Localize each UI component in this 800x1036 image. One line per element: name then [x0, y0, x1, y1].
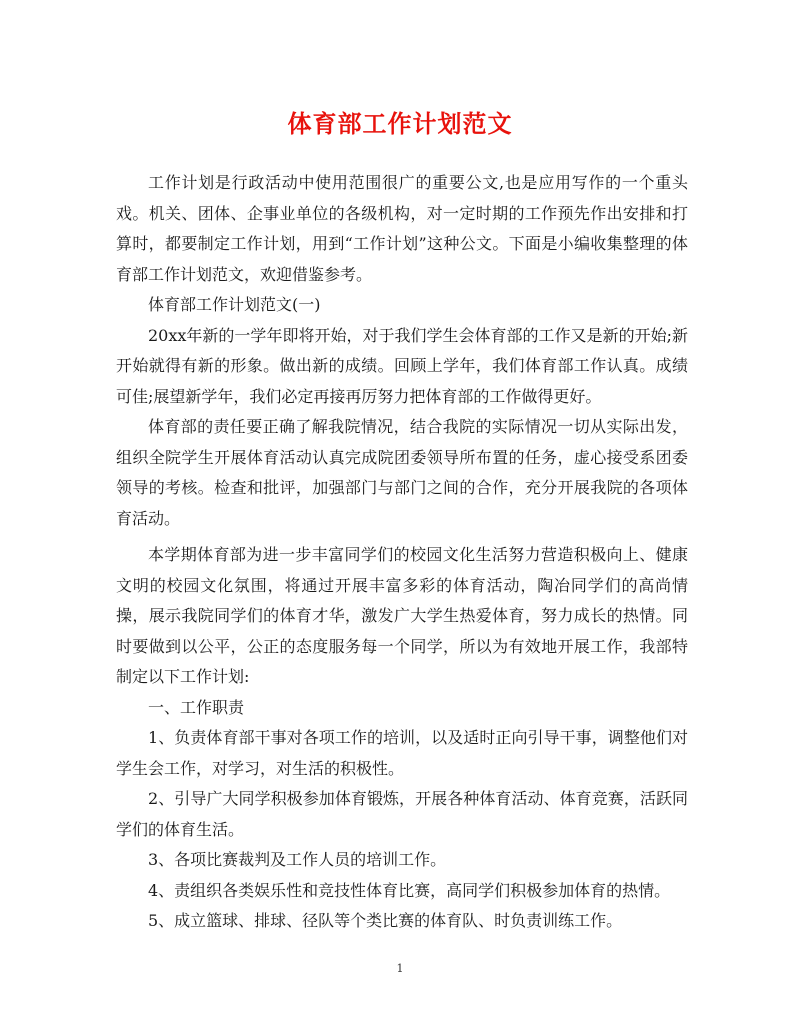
document-title: 体育部工作计划范文 [287, 109, 513, 138]
paragraph-duties-heading: 一、工作职责 [148, 697, 245, 717]
paragraph-responsibility: 体育部的责任要正确了解我院情况，结合我院的实际情况一切从实际出发，组织全院学生开展体育活动认真完成院团委领导所布置的任务，虚心接受系团委领导的考核。检查和批评，加强部门与部门之间的合作，充分开展我院的各项体育活动。 [116, 417, 688, 528]
document-body [116, 168, 688, 937]
paragraph-intro: 工作计划是行政活动中使用范围很广的重要公文,也是应用写作的一个重头戏。机关、团体、企事业单位的各级机构，对一定时期的工作预先作出安排和打算时，都要制定工作计划，用到“工作计划”这种公文。下面是小编收集整理的体育部工作计划范文，欢迎借鉴参考。 [116, 173, 688, 284]
list-item-duty-2: 2、引导广大同学积极参加体育锻炼，开展各种体育活动、体育竞赛，活跃同学们的体育生活。 [116, 789, 688, 839]
paragraph-section-heading: 体育部工作计划范文(一) [148, 295, 321, 314]
paragraph-semester-plan: 本学期体育部为进一步丰富同学们的校园文化生活努力营造积极向上、健康文明的校园文化氛围，将通过开展丰富多彩的体育活动，陶冶同学们的高尚情操，展示我院同学们的体育才华，激发广大学生热爱体育，努力成长的热情。同时要做到以公平，公正的态度服务每一个同学，所以为有效地开展工作，我部特制定以下工作计划: [116, 545, 688, 686]
list-item-duty-5: 5、成立篮球、排球、径队等个类比赛的体育队、时负责训练工作。 [148, 911, 623, 930]
page-number: 1 [396, 962, 404, 975]
paragraph-new-year: 20xx年新的一学年即将开始，对于我们学生会体育部的工作又是新的开始;新开始就得有新的形象。做出新的成绩。回顾上学年，我们体育部工作认真。成绩可佳;展望新学年，我们必定再接再厉努力把体育部的工作做得更好。 [116, 325, 688, 406]
list-item-duty-1: 1、负责体育部干事对各项工作的培训，以及适时正向引导干事，调整他们对学生会工作，对学习，对生活的积极性。 [116, 728, 688, 778]
list-item-duty-3: 3、各项比赛裁判及工作人员的培训工作。 [148, 850, 447, 869]
list-item-duty-4: 4、责组织各类娱乐性和竞技性体育比赛，高同学们积极参加体育的热情。 [148, 880, 671, 900]
